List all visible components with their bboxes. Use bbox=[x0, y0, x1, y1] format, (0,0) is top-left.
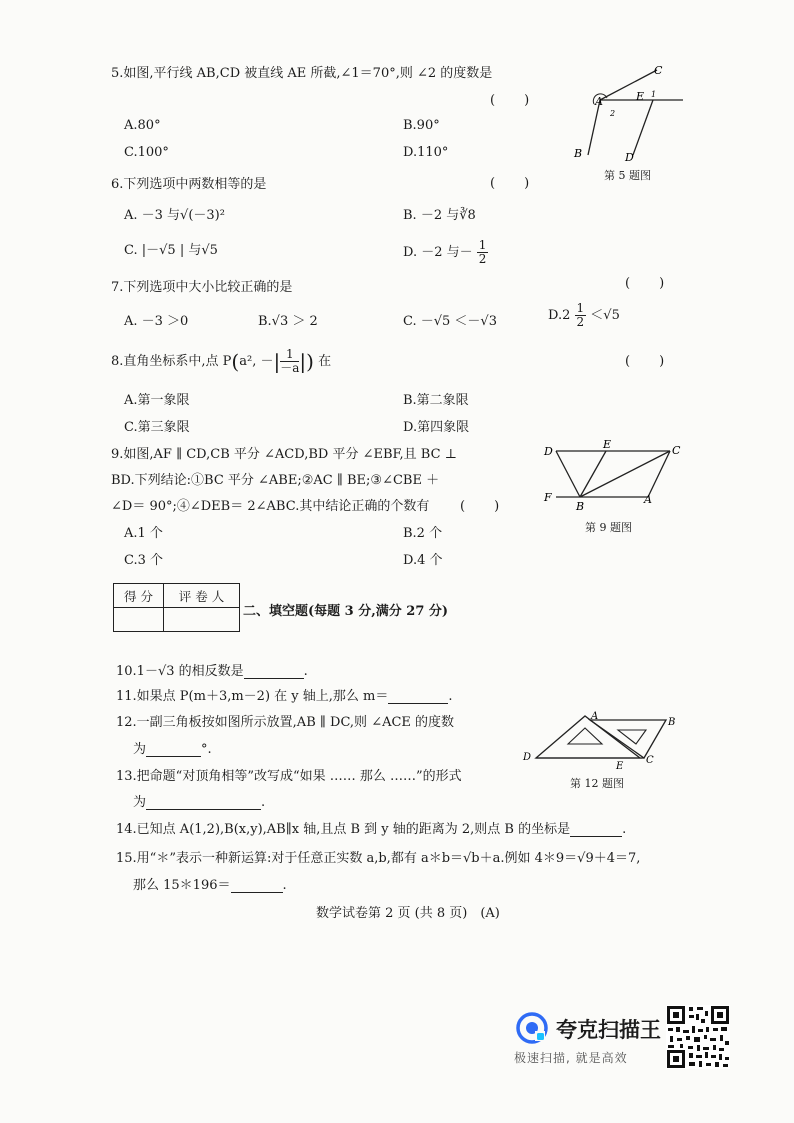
q10-blank[interactable] bbox=[244, 664, 304, 679]
q14-blank[interactable] bbox=[570, 822, 622, 837]
scanner-logo-icon bbox=[516, 1012, 548, 1044]
q9-label-c: C bbox=[672, 444, 681, 457]
q9-label-f: F bbox=[544, 491, 552, 504]
q5-option-a: A.80° bbox=[124, 118, 161, 133]
q8-stem: 8.直角坐标系中,点 P(a², －| $\frac{1}{-a}$ |) 在 bbox=[111, 347, 332, 375]
q5-option-d: D.110° bbox=[403, 145, 449, 160]
q7-option-d: D.2 $\frac{1}{2}$ ＜√5 bbox=[548, 301, 620, 329]
q5-option-c: C.100° bbox=[124, 145, 169, 160]
q6-option-a: A. －3 与√(－3)² bbox=[124, 208, 225, 223]
q10: 10.1－√3 的相反数是 . bbox=[116, 664, 308, 679]
q9-line2: BD.下列结论:①BC 平分 ∠ABE;②AC ∥ BE;③∠CBE ＋ bbox=[111, 473, 440, 488]
q12-figure bbox=[520, 708, 685, 770]
scanner-slogan: 极速扫描, 就是高效 bbox=[514, 1051, 628, 1065]
q5-label-d: D bbox=[625, 151, 634, 164]
q12-label-a: A bbox=[591, 711, 599, 722]
q6-answer-paren: ( ) bbox=[490, 176, 531, 191]
q13-blank[interactable] bbox=[146, 795, 261, 810]
q5-angle-1: 1 bbox=[651, 90, 657, 99]
score-cell[interactable] bbox=[114, 608, 164, 632]
section-2-title: 二、填空题(每题 3 分,满分 27 分) bbox=[243, 604, 449, 619]
q9-option-a: A.1 个 bbox=[124, 526, 163, 541]
q8-answer-paren: ( ) bbox=[625, 354, 666, 369]
scanner-brand: 夸克扫描王 bbox=[556, 1018, 661, 1042]
q12-label-c: C bbox=[646, 755, 654, 766]
q8-option-b: B.第二象限 bbox=[403, 393, 469, 408]
q7-stem: 7.下列选项中大小比较正确的是 bbox=[111, 280, 293, 295]
q7-option-a: A. －3 ＞0 bbox=[124, 314, 189, 329]
q5-label-e: E bbox=[636, 90, 645, 103]
q14: 14.已知点 A(1,2),B(x,y),AB∥x 轴,且点 B 到 y 轴的距离为 2,则点 B 的坐标是 . bbox=[116, 822, 627, 837]
q9-option-c: C.3 个 bbox=[124, 553, 164, 568]
q5-stem: 5.如图,平行线 AB,CD 被直线 AE 所截,∠1＝70°,则 ∠2 的度数是 bbox=[111, 66, 493, 81]
q9-label-a: A bbox=[644, 493, 652, 506]
q8-fraction: $\frac{1}{-a}$ bbox=[280, 347, 300, 375]
score-label: 得 分 bbox=[114, 584, 164, 608]
q6-option-d bbox=[403, 239, 488, 266]
q12-label-b: B bbox=[668, 717, 676, 728]
q7-answer-paren: ( ) bbox=[625, 276, 666, 291]
q5-answer-paren: ( ) bbox=[490, 93, 531, 108]
score-table bbox=[113, 583, 240, 632]
q9-line3: ∠D＝ 90°;④∠DEB＝ 2∠ABC.其中结论正确的个数有 bbox=[111, 499, 430, 514]
q9-answer-paren: ( ) bbox=[460, 499, 501, 514]
q9-caption: 第 9 题图 bbox=[585, 521, 632, 534]
q15-line1: 15.用“＊”表示一种新运算:对于任意正实数 a,b,都有 a＊b＝√b＋a.例如 4＊9＝√9＋4＝7, bbox=[116, 851, 641, 866]
q7-option-d-fraction: $\frac{1}{2}$ bbox=[576, 301, 585, 329]
q7-option-c: C. －√5 ＜－√3 bbox=[403, 314, 497, 329]
q9-option-d: D.4 个 bbox=[403, 553, 443, 568]
q6-option-d-text: D. －2 与－ bbox=[403, 245, 473, 260]
q5-label-b: B bbox=[574, 147, 583, 160]
q12-line2: 为 °. bbox=[133, 742, 212, 757]
q9-line1: 9.如图,AF ∥ CD,CB 平分 ∠ACD,BD 平分 ∠EBF,且 BC ⊥ bbox=[111, 447, 457, 462]
q8-option-d: D.第四象限 bbox=[403, 420, 470, 435]
q6-stem: 6.下列选项中两数相等的是 bbox=[111, 177, 267, 192]
q12-label-e: E bbox=[616, 761, 624, 770]
q9-figure bbox=[540, 436, 690, 516]
q9-label-e: E bbox=[603, 438, 612, 451]
q12-caption: 第 12 题图 bbox=[570, 777, 624, 790]
q12-label-d: D bbox=[523, 752, 532, 763]
q6-option-c: C. |－√5 | 与√5 bbox=[124, 243, 218, 258]
q5-caption: 第 5 题图 bbox=[604, 169, 651, 182]
q13-line2: 为 . bbox=[133, 795, 266, 810]
grader-label: 评 卷 人 bbox=[164, 584, 240, 608]
q9-label-d: D bbox=[544, 445, 553, 458]
q15-blank[interactable] bbox=[231, 878, 283, 893]
q5-angle-2: 2 bbox=[610, 109, 616, 118]
q9-label-b: B bbox=[576, 500, 585, 513]
q6-option-d-fraction: $\frac{1}{2}$ bbox=[478, 238, 487, 266]
q15-line2: 那么 15＊196＝ . bbox=[133, 878, 287, 893]
q12-line1: 12.一副三角板按如图所示放置,AB ∥ DC,则 ∠ACE 的度数 bbox=[116, 715, 455, 730]
q7-option-b: B.√3 ＞ 2 bbox=[258, 314, 318, 329]
q11: 11.如果点 P(m＋3,m－2) 在 y 轴上,那么 m＝ . bbox=[116, 689, 453, 704]
q8-option-c: C.第三象限 bbox=[124, 420, 190, 435]
q5-option-b: B.90° bbox=[403, 118, 440, 133]
q13-line1: 13.把命题“对顶角相等”改写成“如果 …… 那么 ……”的形式 bbox=[116, 769, 462, 784]
page-footer: 数学试卷第 2 页 (共 8 页) (A) bbox=[316, 906, 500, 921]
q5-figure bbox=[565, 60, 690, 170]
q11-blank[interactable] bbox=[388, 689, 448, 704]
qr-code-icon bbox=[666, 1005, 730, 1069]
grader-cell[interactable] bbox=[164, 608, 240, 632]
q5-label-a: A bbox=[595, 95, 603, 108]
q12-blank[interactable] bbox=[146, 742, 201, 757]
q6-option-b: B. －2 与∛8 bbox=[403, 208, 476, 223]
q8-option-a: A.第一象限 bbox=[124, 393, 190, 408]
q5-label-c: C bbox=[654, 64, 663, 77]
q9-option-b: B.2 个 bbox=[403, 526, 443, 541]
